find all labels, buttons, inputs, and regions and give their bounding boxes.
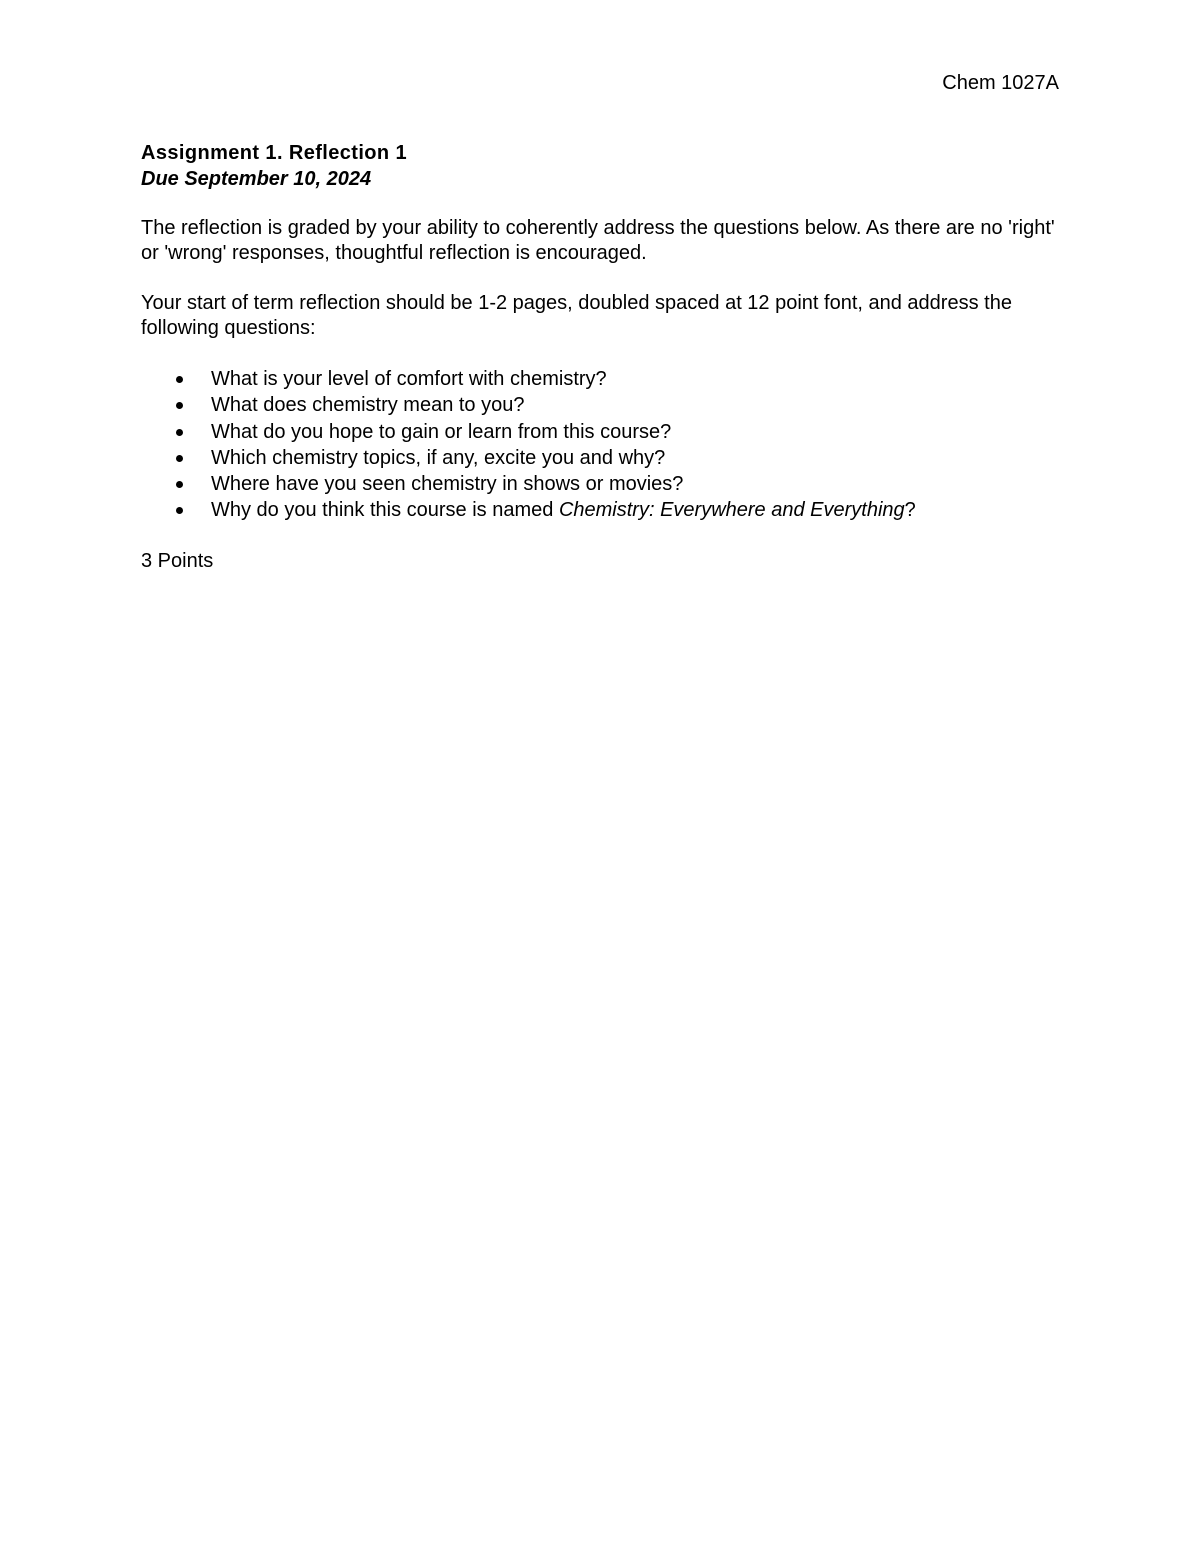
list-item [141, 471, 916, 497]
list-item [141, 392, 916, 418]
questions-list [141, 366, 916, 524]
question-text: What does chemistry mean to you? [211, 394, 525, 417]
intro-paragraph: The reflection is graded by your ability to coherently address the questions below. As there are no 'right' or 'wrong' responses, thoughtful reflection is encouraged. [141, 217, 1055, 264]
list-item [141, 419, 916, 445]
due-date: Due September 10, 2024 [141, 168, 372, 190]
bullet-icon [176, 376, 183, 383]
points-value: 3 Points [141, 550, 214, 572]
question-text-prefix: Why do you think this course is named [211, 499, 559, 522]
bullet-icon [176, 507, 183, 514]
question-text: Which chemistry topics, if any, excite you and why? [211, 446, 666, 469]
bullet-icon [176, 429, 183, 436]
list-item [141, 366, 916, 392]
question-text: What is your level of comfort with chemistry? [211, 368, 607, 390]
bullet-icon [176, 402, 183, 409]
bullet-icon [176, 455, 183, 462]
course-name-emphasis: Chemistry: Everywhere and Everything [558, 499, 905, 522]
bullet-icon [176, 481, 183, 488]
question-text-suffix: ? [904, 499, 916, 522]
assignment-title: Assignment 1. Reflection 1 [141, 142, 408, 164]
list-item [141, 497, 916, 523]
instructions-paragraph: Your start of term reflection should be 1-2 pages, doubled spaced at 12 point font, and address the following questions: [141, 292, 1012, 339]
question-text: What do you hope to gain or learn from this course? [211, 420, 672, 443]
list-item [141, 445, 916, 471]
question-text: Where have you seen chemistry in shows or movies? [211, 473, 684, 496]
course-code-header: Chem 1027A [942, 72, 1059, 94]
